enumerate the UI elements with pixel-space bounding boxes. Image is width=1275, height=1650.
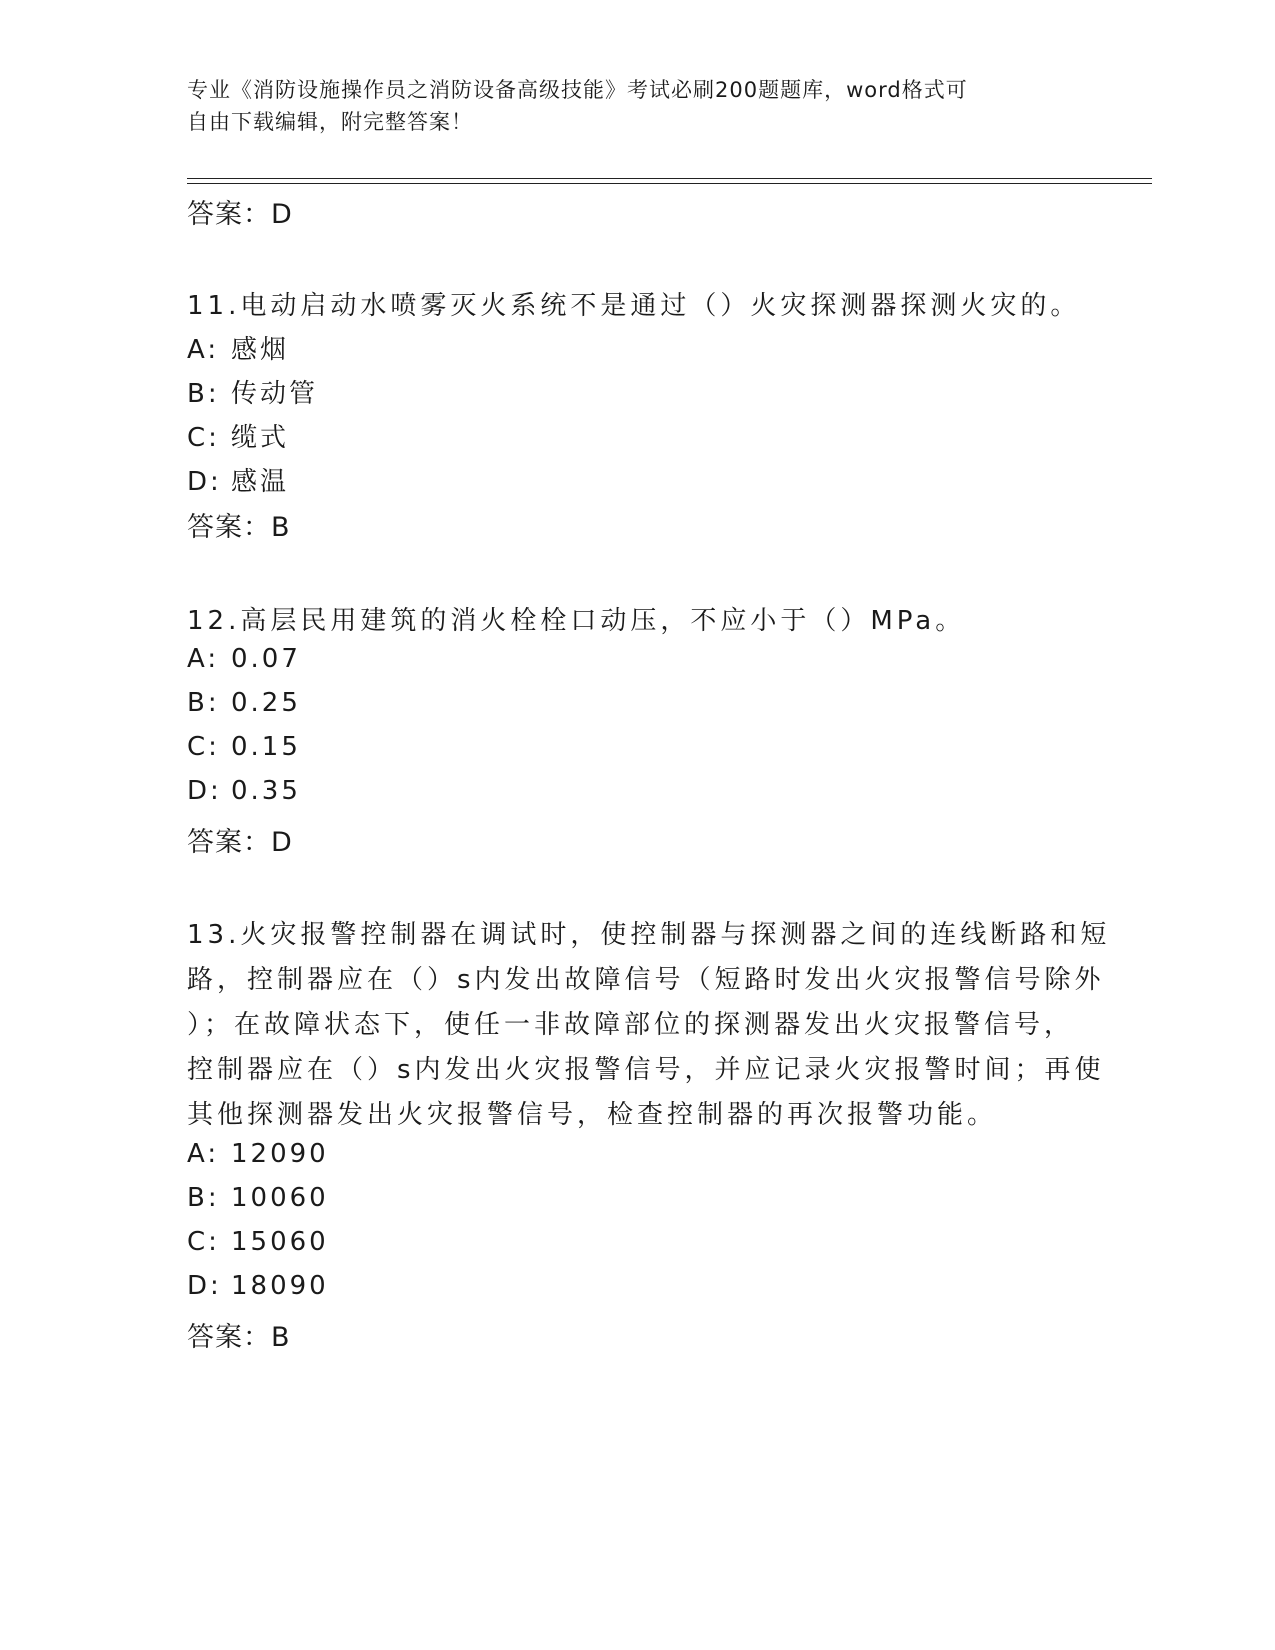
- option-letter: D:: [187, 776, 222, 806]
- option-text: 0.25: [231, 688, 301, 718]
- option-text: 12090: [231, 1139, 329, 1169]
- option-letter: B:: [187, 1183, 220, 1213]
- question-stem-line: 控制器应在（）s内发出火灾报警信号，并应记录火灾报警时间；再使: [187, 1055, 1105, 1085]
- question-stem-line: 路，控制器应在（）s内发出故障信号（短路时发出火灾报警信号除外: [187, 965, 1105, 995]
- question-stem-line: 其他探测器发出火灾报警信号，检查控制器的再次报警功能。: [187, 1100, 998, 1130]
- option-text: 15060: [231, 1227, 329, 1257]
- header-divider: [187, 183, 1152, 184]
- option-text: 缆式: [231, 423, 290, 453]
- answer-label: 答案：D: [187, 199, 293, 230]
- header-line-2: 自由下载编辑，附完整答案！: [187, 110, 473, 134]
- option-c: [187, 417, 289, 454]
- answer-label: 答案：B: [187, 512, 291, 543]
- option-letter: A:: [187, 335, 220, 365]
- option-text: 0.35: [231, 776, 301, 806]
- option-letter: D:: [187, 1271, 222, 1301]
- option-letter: B:: [187, 688, 220, 718]
- option-d: [187, 461, 289, 498]
- option-letter: B:: [187, 379, 220, 409]
- option-c: [187, 1227, 329, 1257]
- option-letter: C:: [187, 1227, 220, 1257]
- question-stem-line: 13.火灾报警控制器在调试时，使控制器与探测器之间的连线断路和短: [187, 920, 1111, 950]
- option-b: [187, 1183, 329, 1213]
- option-text: 18090: [231, 1271, 329, 1301]
- option-letter: D:: [187, 467, 222, 497]
- option-b: [187, 688, 301, 718]
- option-letter: A:: [187, 644, 220, 674]
- option-a: [187, 644, 301, 674]
- option-letter: A:: [187, 1139, 220, 1169]
- answer-label: 答案：D: [187, 827, 293, 858]
- answer-label: 答案：B: [187, 1322, 291, 1353]
- option-text: 感温: [231, 467, 290, 497]
- option-text: 传动管: [231, 379, 319, 409]
- option-c: [187, 732, 301, 762]
- question-stem: 12.高层民用建筑的消火栓栓口动压，不应小于（）MPa。: [187, 606, 966, 636]
- option-text: 0.15: [231, 732, 301, 762]
- option-d: [187, 776, 301, 806]
- option-letter: C:: [187, 732, 220, 762]
- header-line-1: 专业《消防设施操作员之消防设备高级技能》考试必刷200题题库，word格式可: [187, 78, 968, 102]
- option-d: [187, 1271, 329, 1301]
- document-header: [187, 74, 1087, 138]
- question-stem-line: ）；在故障状态下，使任一非故障部位的探测器发出火灾报警信号，: [187, 1010, 1075, 1040]
- option-text: 10060: [231, 1183, 329, 1213]
- option-a: [187, 329, 289, 366]
- header-divider: [187, 178, 1152, 179]
- question-stem: 11.电动启动水喷雾灭火系统不是通过（）火灾探测器探测火灾的。: [187, 291, 1081, 321]
- option-text: 0.07: [231, 644, 301, 674]
- option-b: [187, 373, 318, 410]
- option-letter: C:: [187, 423, 220, 453]
- option-a: [187, 1139, 329, 1169]
- option-text: 感烟: [231, 335, 290, 365]
